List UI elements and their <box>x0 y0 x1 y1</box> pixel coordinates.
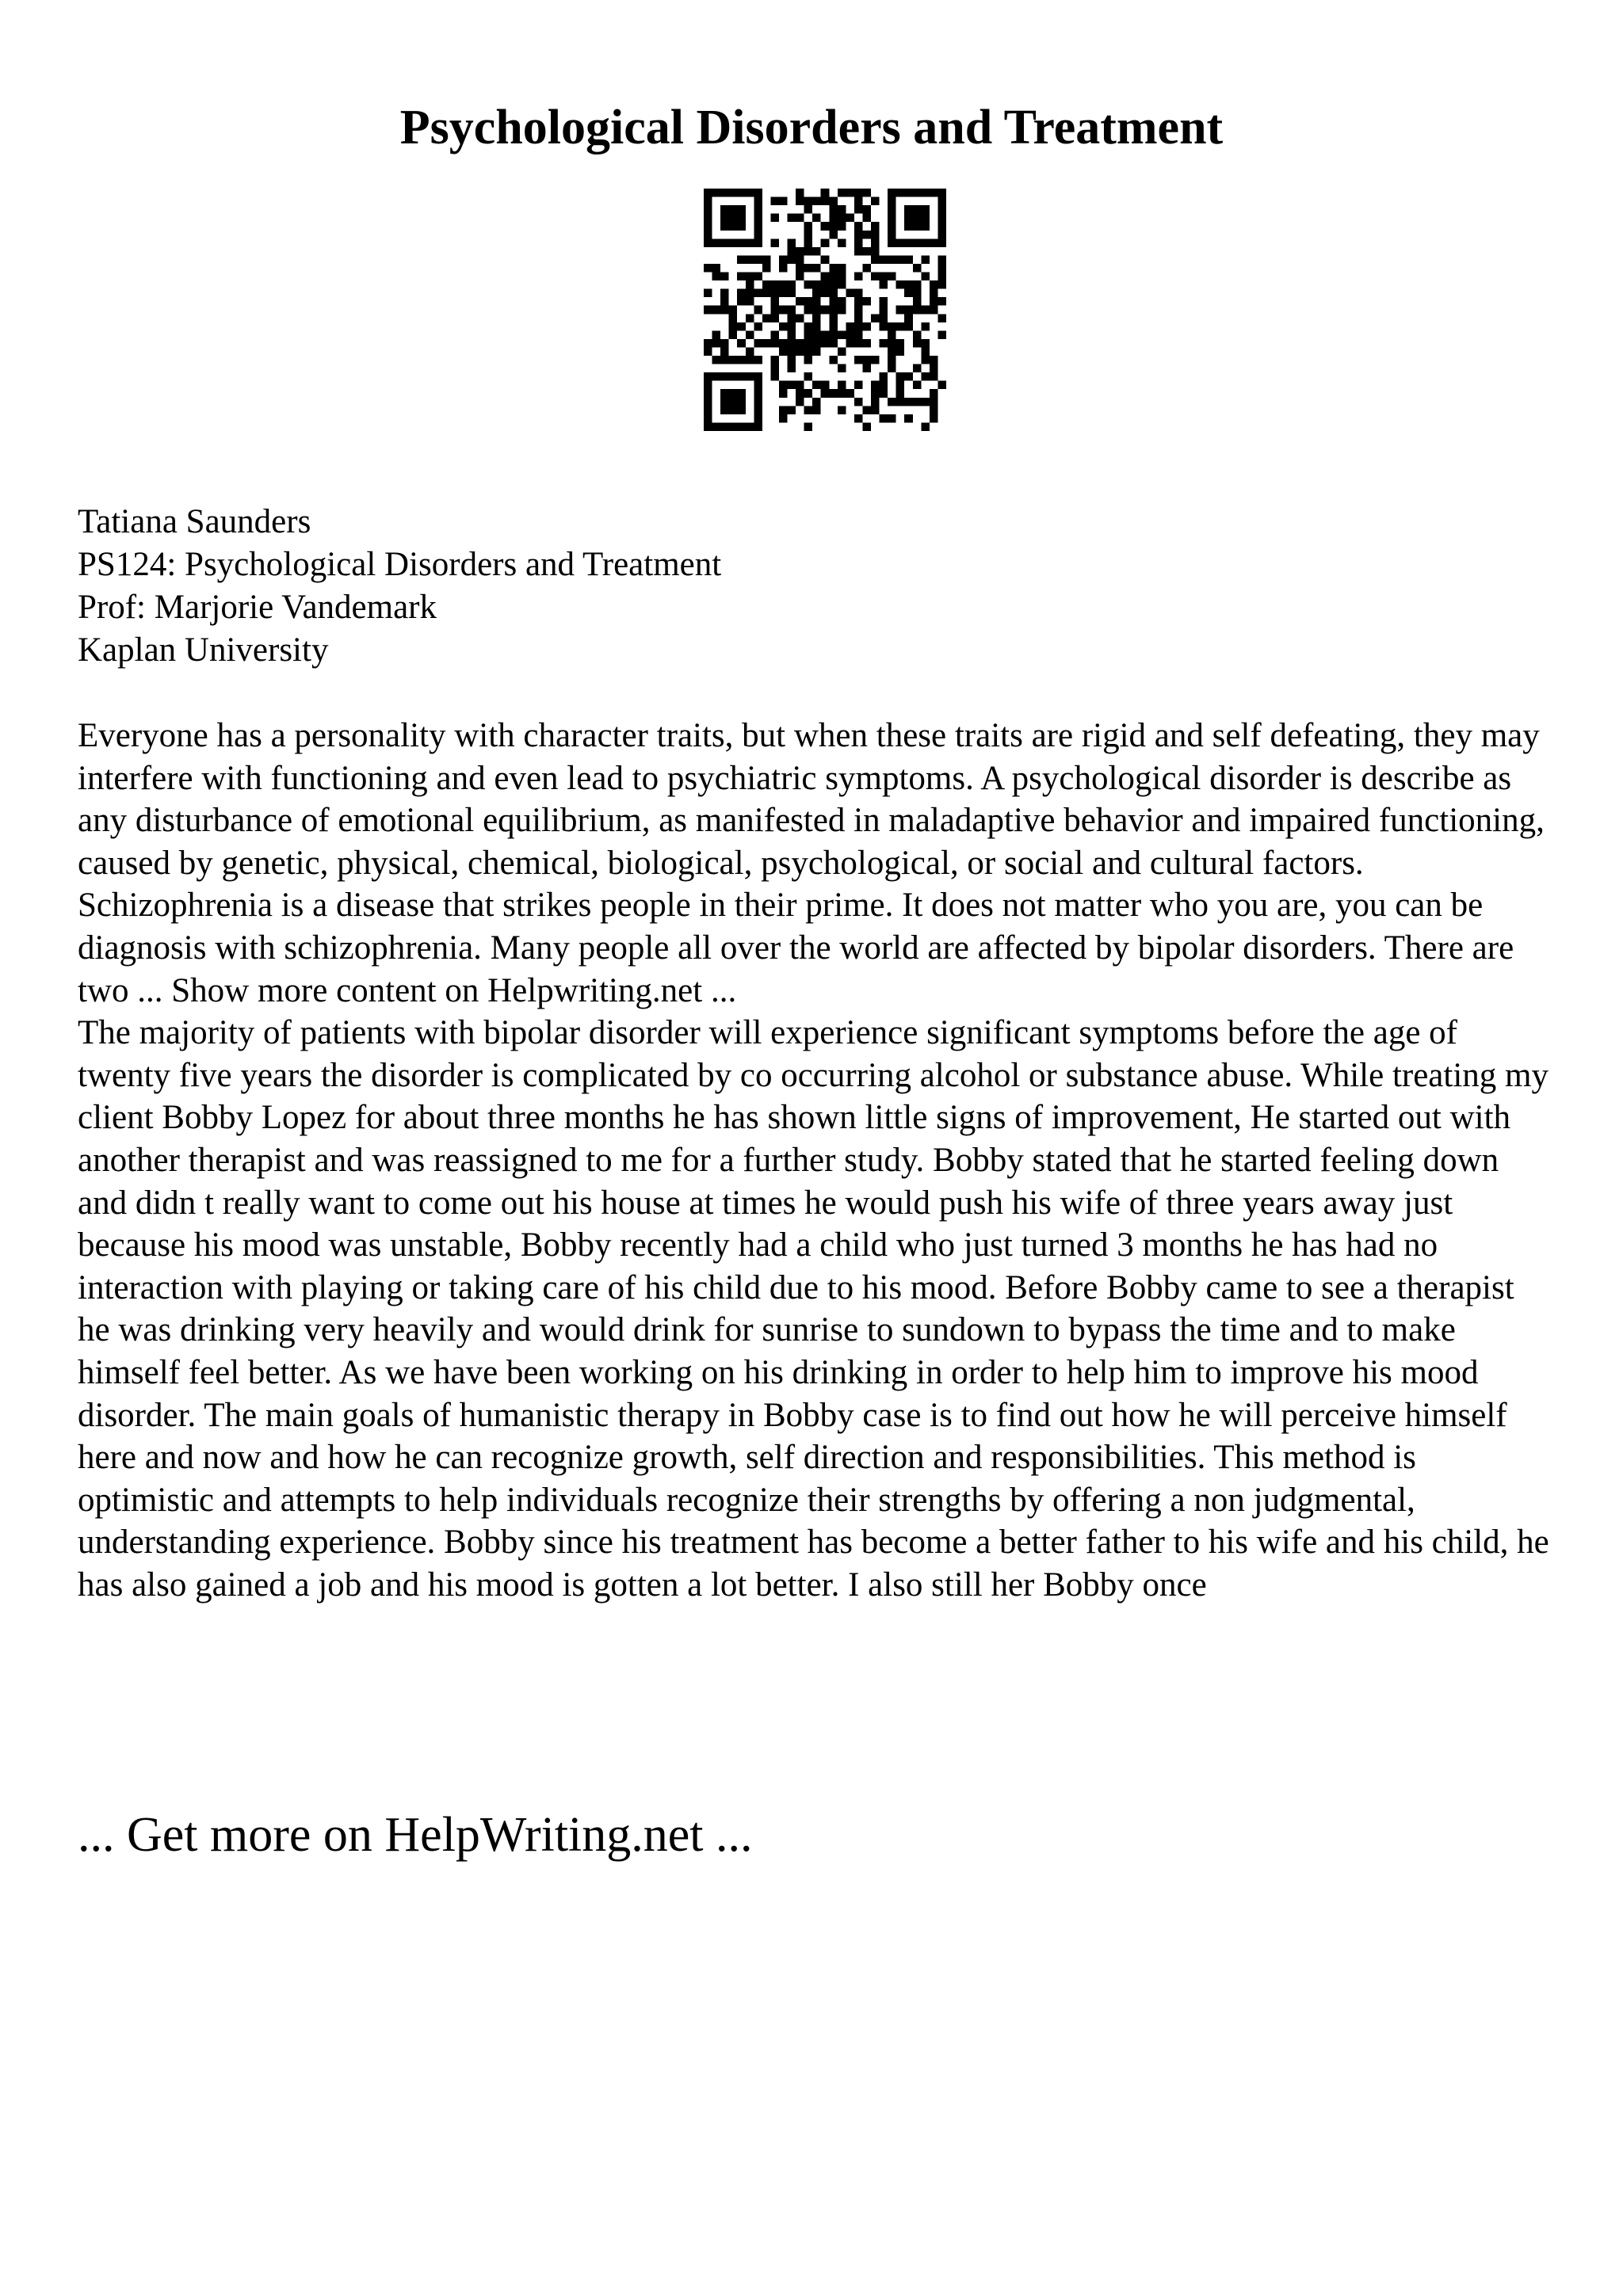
professor-name: Prof: Marjorie Vandemark <box>78 589 437 626</box>
get-more-link[interactable]: ... Get more on HelpWriting.net ... <box>78 1808 753 1862</box>
page-title: Psychological Disorders and Treatment <box>399 101 1224 154</box>
essay-body <box>78 715 1553 1606</box>
author-block <box>78 501 1552 672</box>
course-name: PS124: Psychological Disorders and Treatment <box>78 546 722 583</box>
school-name: Kaplan University <box>78 631 329 669</box>
author-name: Tatiana Saunders <box>78 503 311 540</box>
essay-paragraph-1: Everyone has a personality with character traits, but when these traits are rigid and self defeating, they may interfere with functioning and even lead to psychiatric symptoms. A psychological disorder is describe as any disturbance of emotional equilibrium, as manifested in maladaptive behavior and impaired functioning, caused by genetic, physical, chemical, biological, psychological, or social and cultural factors. Schizophrenia is a disease that strikes people in their prime. It does not matter who you are, you can be diagnosis with schizophrenia. Many people all over the world are affected by bipolar disorders. There are two ... Show more content on Helpwriting.net ... <box>78 717 1545 1009</box>
qr-code-icon <box>704 189 946 431</box>
essay-paragraph-2: The majority of patients with bipolar disorder will experience significant symptoms before the age of twenty five years the disorder is complicated by co occurring alcohol or substance abuse. While treating my client Bobby Lopez for about three months he has shown little signs of improvement, He started out with another therapist and was reassigned to me for a further study. Bobby stated that he started feeling down and didn t really want to come out his house at times he would push his wife of three years away just because his mood was unstable, Bobby recently had a child who just turned 3 months he has had no interaction with playing or taking care of his child due to his mood. Before Bobby came to see a therapist he was drinking very heavily and would drink for sunrise to sundown to bypass the time and to make himself feel better. As we have been working on his drinking in order to help him to improve his mood disorder. The main goals of humanistic therapy in Bobby case is to find out how he will perceive himself here and now and how he can recognize growth, self direction and responsibilities. This method is optimistic and attempts to help individuals recognize their strengths by offering a non judgmental, understanding experience. Bobby since his treatment has become a better father to his wife and his child, he has also gained a job and his mood is gotten a lot better. I also still her Bobby once <box>78 1014 1549 1604</box>
